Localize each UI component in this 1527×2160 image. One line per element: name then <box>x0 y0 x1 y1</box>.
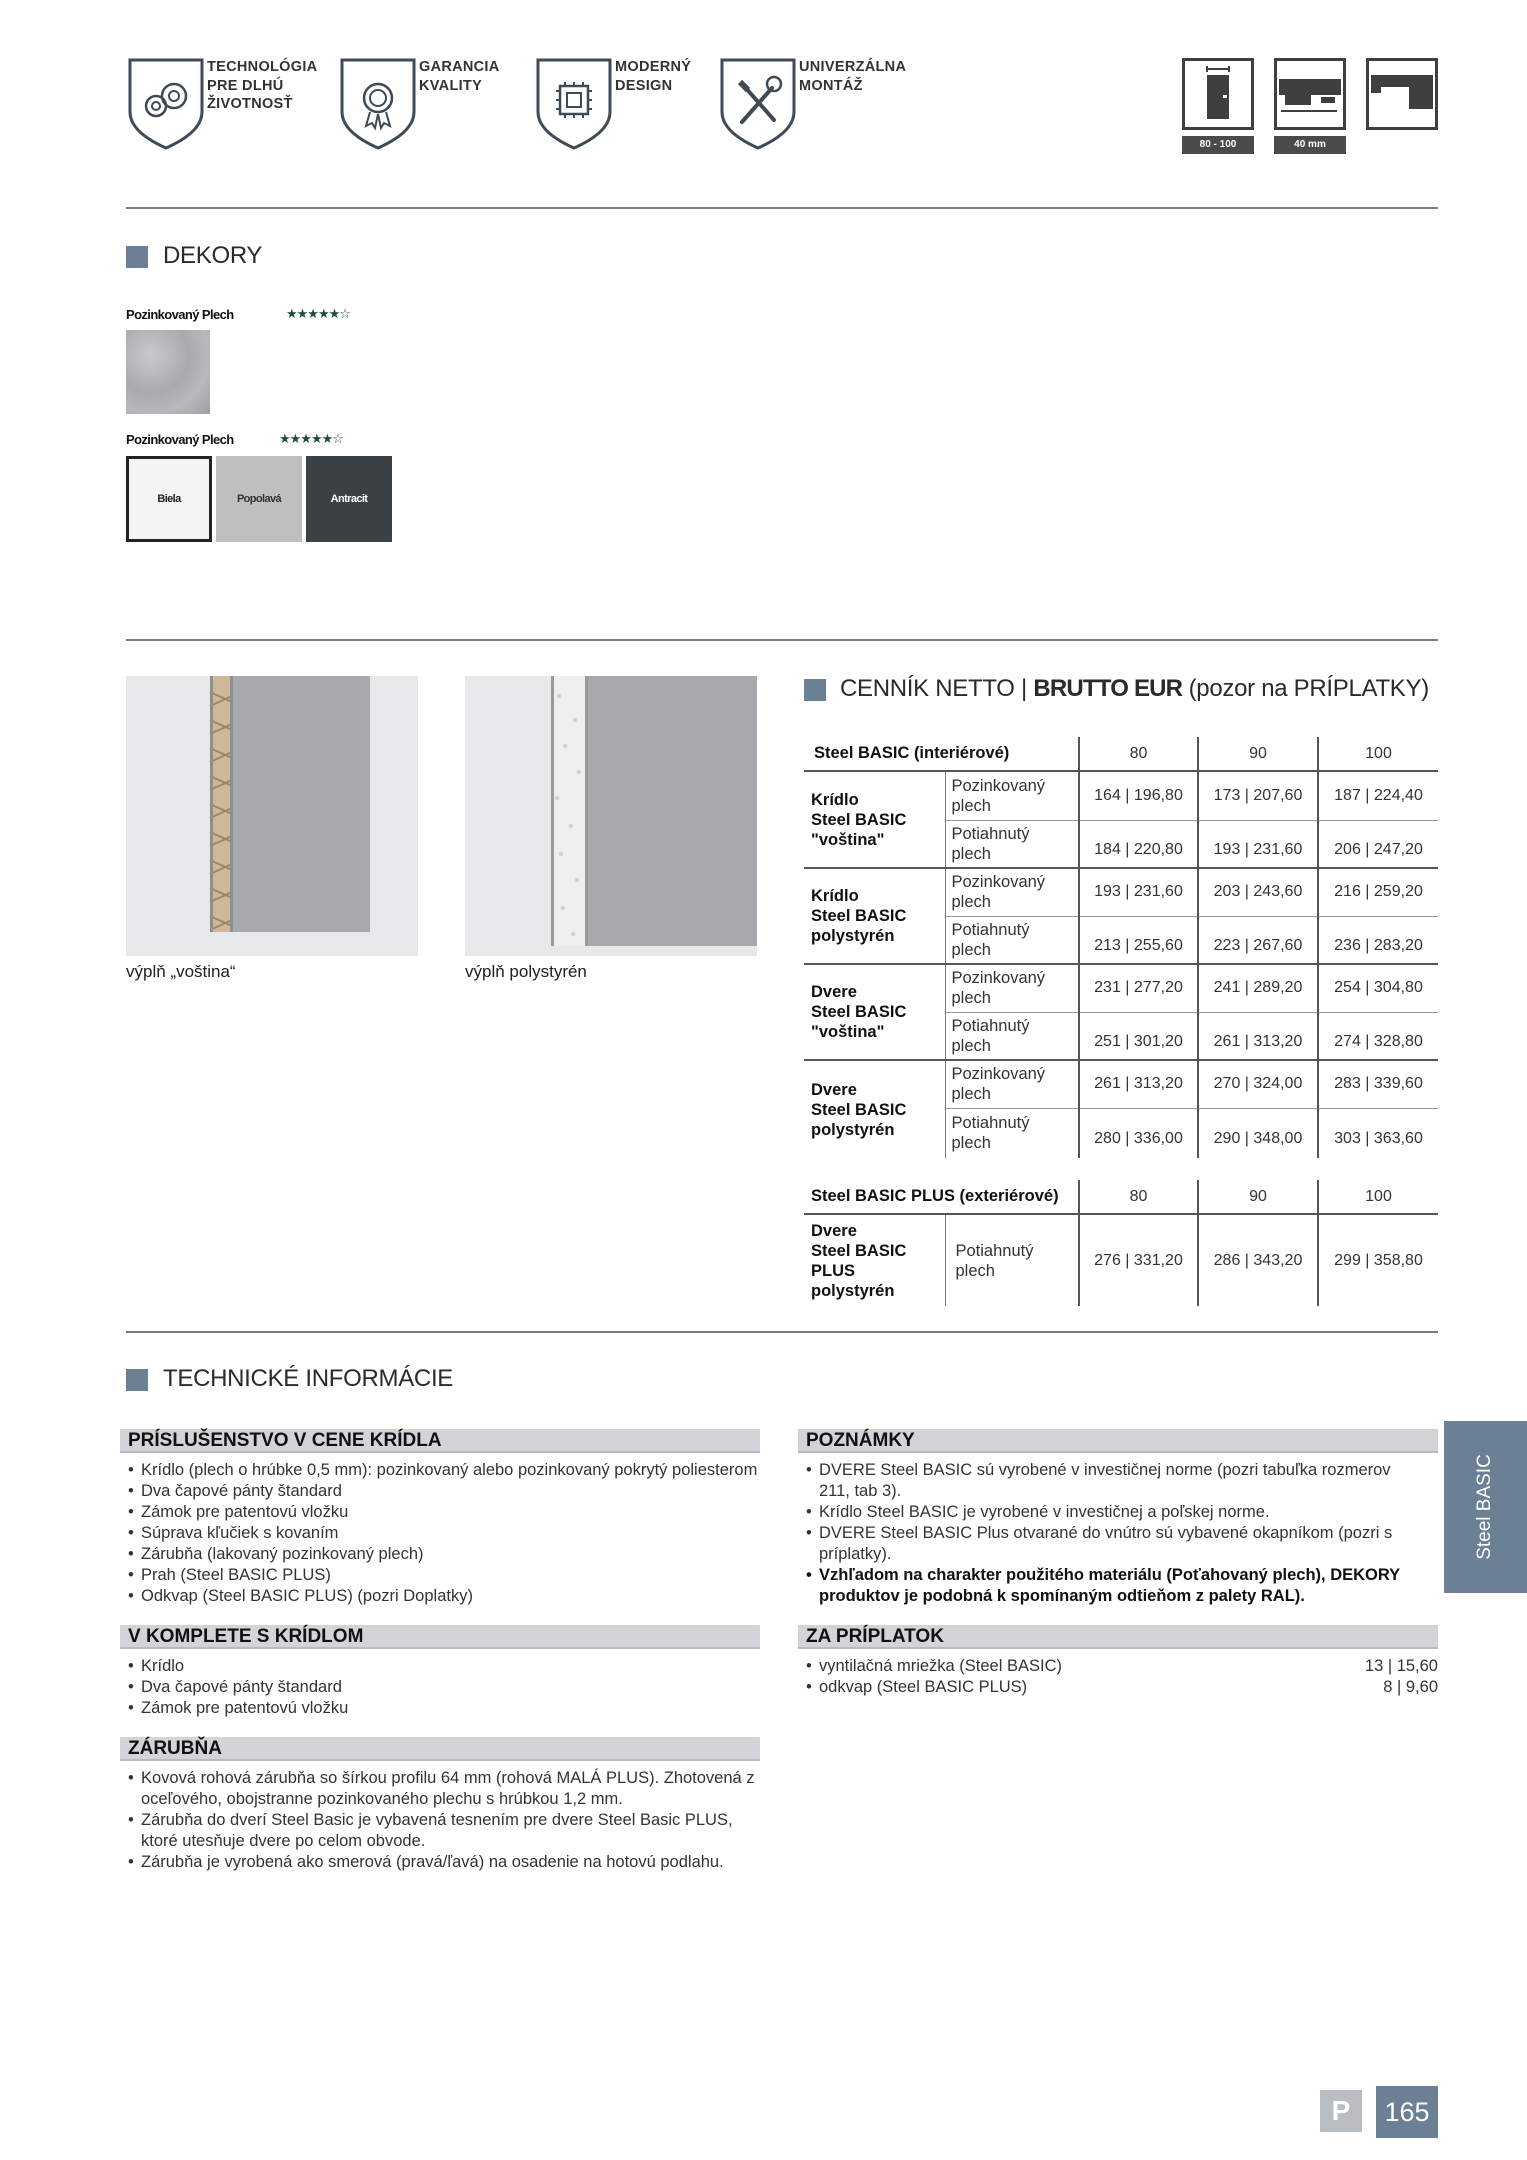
list-item: • Súprava kľučiek s kovaním <box>126 1523 766 1544</box>
material: Potiahnutý plech <box>945 1214 1079 1306</box>
table-row <box>804 868 1438 916</box>
quality-badge-icon <box>338 56 418 152</box>
price-cell: 193 | 231,60 <box>1198 820 1318 868</box>
price-cell: 173 | 207,60 <box>1198 771 1318 820</box>
price-cell: 203 | 243,60 <box>1198 868 1318 916</box>
swatch-ash[interactable] <box>216 456 302 542</box>
door-icon <box>1185 61 1251 127</box>
frame-list <box>126 1768 766 1873</box>
price-cell: 223 | 267,60 <box>1198 916 1318 964</box>
price-table-exterior <box>804 1180 1438 1306</box>
galvanized-sheet-swatch <box>126 330 210 414</box>
side-tab-label: Steel BASIC <box>1474 1454 1495 1560</box>
group-name: Dvere Steel BASIC polystyrén <box>811 1080 907 1139</box>
material: Pozinkovaný plech <box>945 868 1079 916</box>
accessories-list <box>126 1460 766 1607</box>
feature-label: UNIVERZÁLNA MONTÁŽ <box>799 59 907 94</box>
accessories-heading: PRÍSLUŠENSTVO V CENE KRÍDLA <box>120 1429 760 1453</box>
group-name: Krídlo Steel BASIC "voština" <box>804 771 945 868</box>
material: Potiahnutý plech <box>945 1108 1079 1158</box>
frame-heading: ZÁRUBŇA <box>120 1737 760 1761</box>
tech-title: TECHNICKÉ INFORMÁCIE <box>163 1365 454 1392</box>
price-cell: 261 | 313,20 <box>1198 1012 1318 1060</box>
material: Potiahnutý plech <box>945 1012 1079 1060</box>
price-cell: 274 | 328,80 <box>1318 1012 1438 1060</box>
price-cell: 184 | 220,80 <box>1079 820 1198 868</box>
divider <box>126 207 1438 209</box>
group-name: Krídlo Steel BASIC polystyrén <box>804 868 945 964</box>
polystyrene-fill-image <box>465 676 757 956</box>
door-profile-icon <box>1277 61 1343 127</box>
list-item-bold: • Vzhľadom na charakter použitého materiálu (Poťahovaný plech), DEKORY produktov je podobná k spomínaným odtieňom z palety RAL). <box>804 1565 1414 1607</box>
kit-heading: V KOMPLETE S KRÍDLOM <box>120 1625 760 1649</box>
list-item: • Zárubňa do dverí Steel Basic je vybavená tesnením pre dvere Steel Basic PLUS, ktoré utesňuje dvere po celom obvode. <box>126 1810 766 1852</box>
feature-label: TECHNOLÓGIA PRE DLHÚ ŽIVOTNOSŤ <box>207 59 318 112</box>
list-item: • Prah (Steel BASIC PLUS) <box>126 1565 766 1586</box>
extra-price: 13 | 15,60 <box>1364 1657 1438 1675</box>
price-cell: 283 | 339,60 <box>1318 1060 1438 1108</box>
price-cell: 164 | 196,80 <box>1079 771 1198 820</box>
list-item: • Zárubňa je vyrobená ako smerová (pravá/ľavá) na osadenie na hotovú podlahu. <box>126 1852 766 1873</box>
col-header: 80 <box>1079 1180 1198 1214</box>
section-marker <box>126 1369 148 1391</box>
extra-price: 8 | 9,60 <box>1383 1678 1438 1696</box>
chip-icon <box>534 56 614 152</box>
material: Pozinkovaný plech <box>945 771 1079 820</box>
material: Pozinkovaný plech <box>945 964 1079 1012</box>
extras-list <box>804 1656 1304 1698</box>
group-name: Dvere Steel BASIC "voština" <box>804 964 945 1060</box>
decor-group-label: Pozinkovaný Plech <box>126 432 234 447</box>
table-row <box>804 1060 1438 1108</box>
list-item: • DVERE Steel BASIC Plus otvarané do vnútro sú vybavené okapníkom (pozri s príplatky). <box>804 1523 1414 1565</box>
frame-profile-icon <box>1369 61 1435 127</box>
list-item: • Zámok pre patentovú vložku <box>126 1502 766 1523</box>
feature-label: GARANCIA KVALITY <box>419 59 500 94</box>
feature-label: MODERNÝ DESIGN <box>615 59 692 94</box>
list-item: • Dva čapové pánty štandard <box>126 1481 766 1502</box>
honeycomb-fill-image <box>126 676 418 956</box>
col-header: 100 <box>1318 737 1438 771</box>
price-table-interior <box>804 737 1438 1158</box>
notes-heading: POZNÁMKY <box>798 1429 1438 1453</box>
swatch-anthracite[interactable] <box>306 456 392 542</box>
group-name: Dvere Steel BASIC PLUS polystyrén <box>811 1221 907 1300</box>
swatch-label: Antracit <box>330 493 368 505</box>
price-cell: 303 | 363,60 <box>1318 1108 1438 1158</box>
notes-list <box>804 1460 1414 1607</box>
price-cell: 241 | 289,20 <box>1198 964 1318 1012</box>
price-cell: 261 | 313,20 <box>1079 1060 1198 1108</box>
divider <box>126 1331 1438 1333</box>
table-name: Steel BASIC PLUS (exteriérové) <box>804 1180 1079 1214</box>
decors-title: DEKORY <box>163 242 263 269</box>
price-cell: 299 | 358,80 <box>1318 1214 1438 1306</box>
thickness-tag: 40 mm <box>1274 136 1346 154</box>
price-cell: 280 | 336,00 <box>1079 1108 1198 1158</box>
honeycomb-caption: výplň „voština“ <box>126 962 236 981</box>
width-tag: 80 - 100 <box>1182 136 1254 154</box>
rating-stars: ★★★★★☆ <box>286 306 350 321</box>
price-cell: 213 | 255,60 <box>1079 916 1198 964</box>
price-cell: 187 | 224,40 <box>1318 771 1438 820</box>
list-item: • Zámok pre patentovú vložku <box>126 1698 766 1719</box>
price-cell: 216 | 259,20 <box>1318 868 1438 916</box>
price-cell: 231 | 277,20 <box>1079 964 1198 1012</box>
list-item: • odkvap (Steel BASIC PLUS) <box>804 1677 1304 1698</box>
rating-stars: ★★★★★☆ <box>279 431 343 446</box>
price-cell: 236 | 283,20 <box>1318 916 1438 964</box>
price-cell: 290 | 348,00 <box>1198 1108 1318 1158</box>
door-frame-pictogram <box>1366 58 1438 130</box>
list-item: • Kovová rohová zárubňa so šírkou profilu 64 mm (rohová MALÁ PLUS). Zhotovená z oceľového, obojstranne pozinkovaného plechu s hrúbkou 1,2 mm. <box>126 1768 766 1810</box>
col-header: 80 <box>1079 737 1198 771</box>
pricelist-title: CENNÍK NETTO | BRUTTO EUR (pozor na PRÍPLATKY) <box>840 675 1429 702</box>
price-cell: 251 | 301,20 <box>1079 1012 1198 1060</box>
divider <box>126 639 1438 641</box>
swatch-label: Biela <box>157 493 181 505</box>
col-header: 100 <box>1318 1180 1438 1214</box>
section-marker <box>126 246 148 268</box>
list-item: • vyntilačná mriežka (Steel BASIC) <box>804 1656 1304 1677</box>
table-row <box>804 964 1438 1012</box>
door-width-pictogram <box>1182 58 1254 130</box>
price-cell: 276 | 331,20 <box>1079 1214 1198 1306</box>
col-header: 90 <box>1198 1180 1318 1214</box>
door-thickness-pictogram <box>1274 58 1346 130</box>
table-row <box>804 771 1438 820</box>
price-cell: 254 | 304,80 <box>1318 964 1438 1012</box>
swatch-label: Popolavá <box>236 493 282 505</box>
material: Potiahnutý plech <box>945 820 1079 868</box>
list-item: • Krídlo Steel BASIC je vyrobené v investičnej a poľskej norme. <box>804 1502 1414 1523</box>
material: Potiahnutý plech <box>945 916 1079 964</box>
list-item: • Odkvap (Steel BASIC PLUS) (pozri Doplatky) <box>126 1586 766 1607</box>
table-name: Steel BASIC (interiérové) <box>804 737 1079 771</box>
tools-icon <box>718 56 798 152</box>
decor-group-label: Pozinkovaný Plech <box>126 307 234 322</box>
list-item: • DVERE Steel BASIC sú vyrobené v investičnej norme (pozri tabuľka rozmerov 211, tab 3). <box>804 1460 1414 1502</box>
swatch-white[interactable] <box>126 456 212 542</box>
gears-icon <box>126 56 206 152</box>
extras-heading: ZA PRÍPLATOK <box>798 1625 1438 1649</box>
price-cell: 270 | 324,00 <box>1198 1060 1318 1108</box>
list-item: • Zárubňa (lakovaný pozinkovaný plech) <box>126 1544 766 1565</box>
list-item: • Krídlo (plech o hrúbke 0,5 mm): pozinkovaný alebo pozinkovaný pokrytý poliesterom <box>126 1460 766 1481</box>
table-row <box>804 1214 1438 1306</box>
page-number: 165 <box>1376 2086 1438 2138</box>
material: Pozinkovaný plech <box>945 1060 1079 1108</box>
list-item: • Krídlo <box>126 1656 766 1677</box>
section-marker <box>804 679 826 701</box>
kit-list <box>126 1656 766 1719</box>
brand-logo: P <box>1320 2090 1362 2132</box>
section-side-tab[interactable] <box>1444 1421 1527 1593</box>
polystyrene-caption: výplň polystyrén <box>465 962 587 981</box>
col-header: 90 <box>1198 737 1318 771</box>
price-cell: 206 | 247,20 <box>1318 820 1438 868</box>
price-cell: 193 | 231,60 <box>1079 868 1198 916</box>
price-cell: 286 | 343,20 <box>1198 1214 1318 1306</box>
list-item: • Dva čapové pánty štandard <box>126 1677 766 1698</box>
